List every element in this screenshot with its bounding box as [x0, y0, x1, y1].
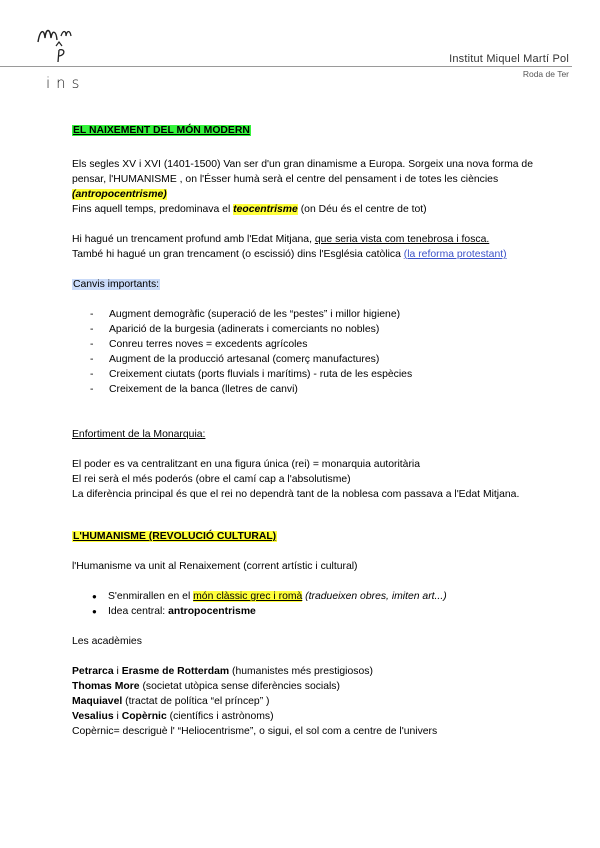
- monarchy-line: El rei serà el més poderós (obre el camí cap a l'absolutisme): [72, 474, 351, 485]
- changes-list: [72, 307, 552, 397]
- paragraph-church-split: També hi hagué un gran trencament (o escissió) dins l'Església catòlica (la reforma protestant): [72, 249, 507, 260]
- school-location: Roda de Ter: [522, 69, 569, 79]
- paragraph-teocentrisme: Fins aquell temps, predominava el teocentrisme (on Déu és el centre de tot): [72, 204, 427, 215]
- document-body: [72, 123, 552, 739]
- list-item: ● Idea central: antropocentrisme: [72, 604, 552, 619]
- humanism-intro: l'Humanisme va unit al Renaixement (corrent artístic i cultural): [72, 561, 358, 572]
- list-item: ● S'enmirallen en el món clàssic grec i romà (tradueixen obres, imiten art...): [72, 589, 552, 604]
- section-title-modern-world: EL NAIXEMENT DEL MÓN MODERN: [73, 125, 250, 136]
- logo-ins-text: ins: [46, 74, 86, 92]
- logo-script-mark: [34, 22, 94, 64]
- paragraph-intro: Els segles XV i XVI (1401-1500) Van ser d'un gran dinamisme a Europa. Sorgeix una nova forma de pensar, l'HUMANISME , on l'Ésser humà serà el centre del pensament i de totes les ciències (antropocentrisme): [72, 159, 533, 200]
- term-antropocentrisme: (antropocentrisme): [72, 189, 167, 200]
- list-item: - Creixement de la banca (lletres de canvi): [72, 382, 552, 397]
- monarchy-heading: Enfortiment de la Monarquia:: [72, 429, 206, 440]
- person-line: Maquiavel (tractat de política “el príncep” ): [72, 696, 270, 707]
- list-item: - Augment de la producció artesanal (comerç manufactures): [72, 352, 552, 367]
- link-reforma-protestant[interactable]: (la reforma protestant): [403, 249, 507, 260]
- humanism-bullets: [72, 589, 552, 619]
- monarchy-line: La diferència principal és que el rei no dependrà tant de la noblesa com passava a l'Edat Mitjana.: [72, 489, 520, 500]
- person-line: Vesalius i Copèrnic (científics i astrònoms): [72, 711, 274, 722]
- school-logo: [34, 22, 104, 92]
- person-line: Petrarca i Erasme de Rotterdam (humanistes més prestigiosos): [72, 666, 373, 677]
- copernicus-line: Copèrnic= descriguè l' “Heliocentrisme”, o sigui, el sol com a centre de l'univers: [72, 726, 438, 737]
- list-item: - Aparició de la burgesia (adinerats i comerciants no nobles): [72, 322, 552, 337]
- school-name: Institut Miquel Martí Pol: [449, 53, 569, 65]
- header-rule: [0, 66, 572, 67]
- monarchy-line: El poder es va centralitzant en una figura única (rei) = monarquia autoritària: [72, 459, 420, 470]
- list-item: - Creixement ciutats (ports fluvials i marítims) - ruta de les espècies: [72, 367, 552, 382]
- academies-label: Les acadèmies: [72, 636, 142, 647]
- paragraph-break-middle-ages: Hi hagué un trencament profund amb l'Edat Mitjana, que seria vista com tenebrosa i fosca.: [72, 234, 490, 245]
- changes-heading: Canvis importants:: [73, 279, 160, 290]
- list-item: - Augment demogràfic (superació de les “pestes” i millor higiene): [72, 307, 552, 322]
- section-title-humanism: L'HUMANISME (REVOLUCIÓ CULTURAL): [73, 531, 277, 542]
- person-line: Thomas More (societat utòpica sense diferències socials): [72, 681, 340, 692]
- term-teocentrisme: teocentrisme: [233, 204, 298, 215]
- list-item: - Conreu terres noves = excedents agrícoles: [72, 337, 552, 352]
- highlight-classical-world: món clàssic grec i romà: [193, 591, 303, 602]
